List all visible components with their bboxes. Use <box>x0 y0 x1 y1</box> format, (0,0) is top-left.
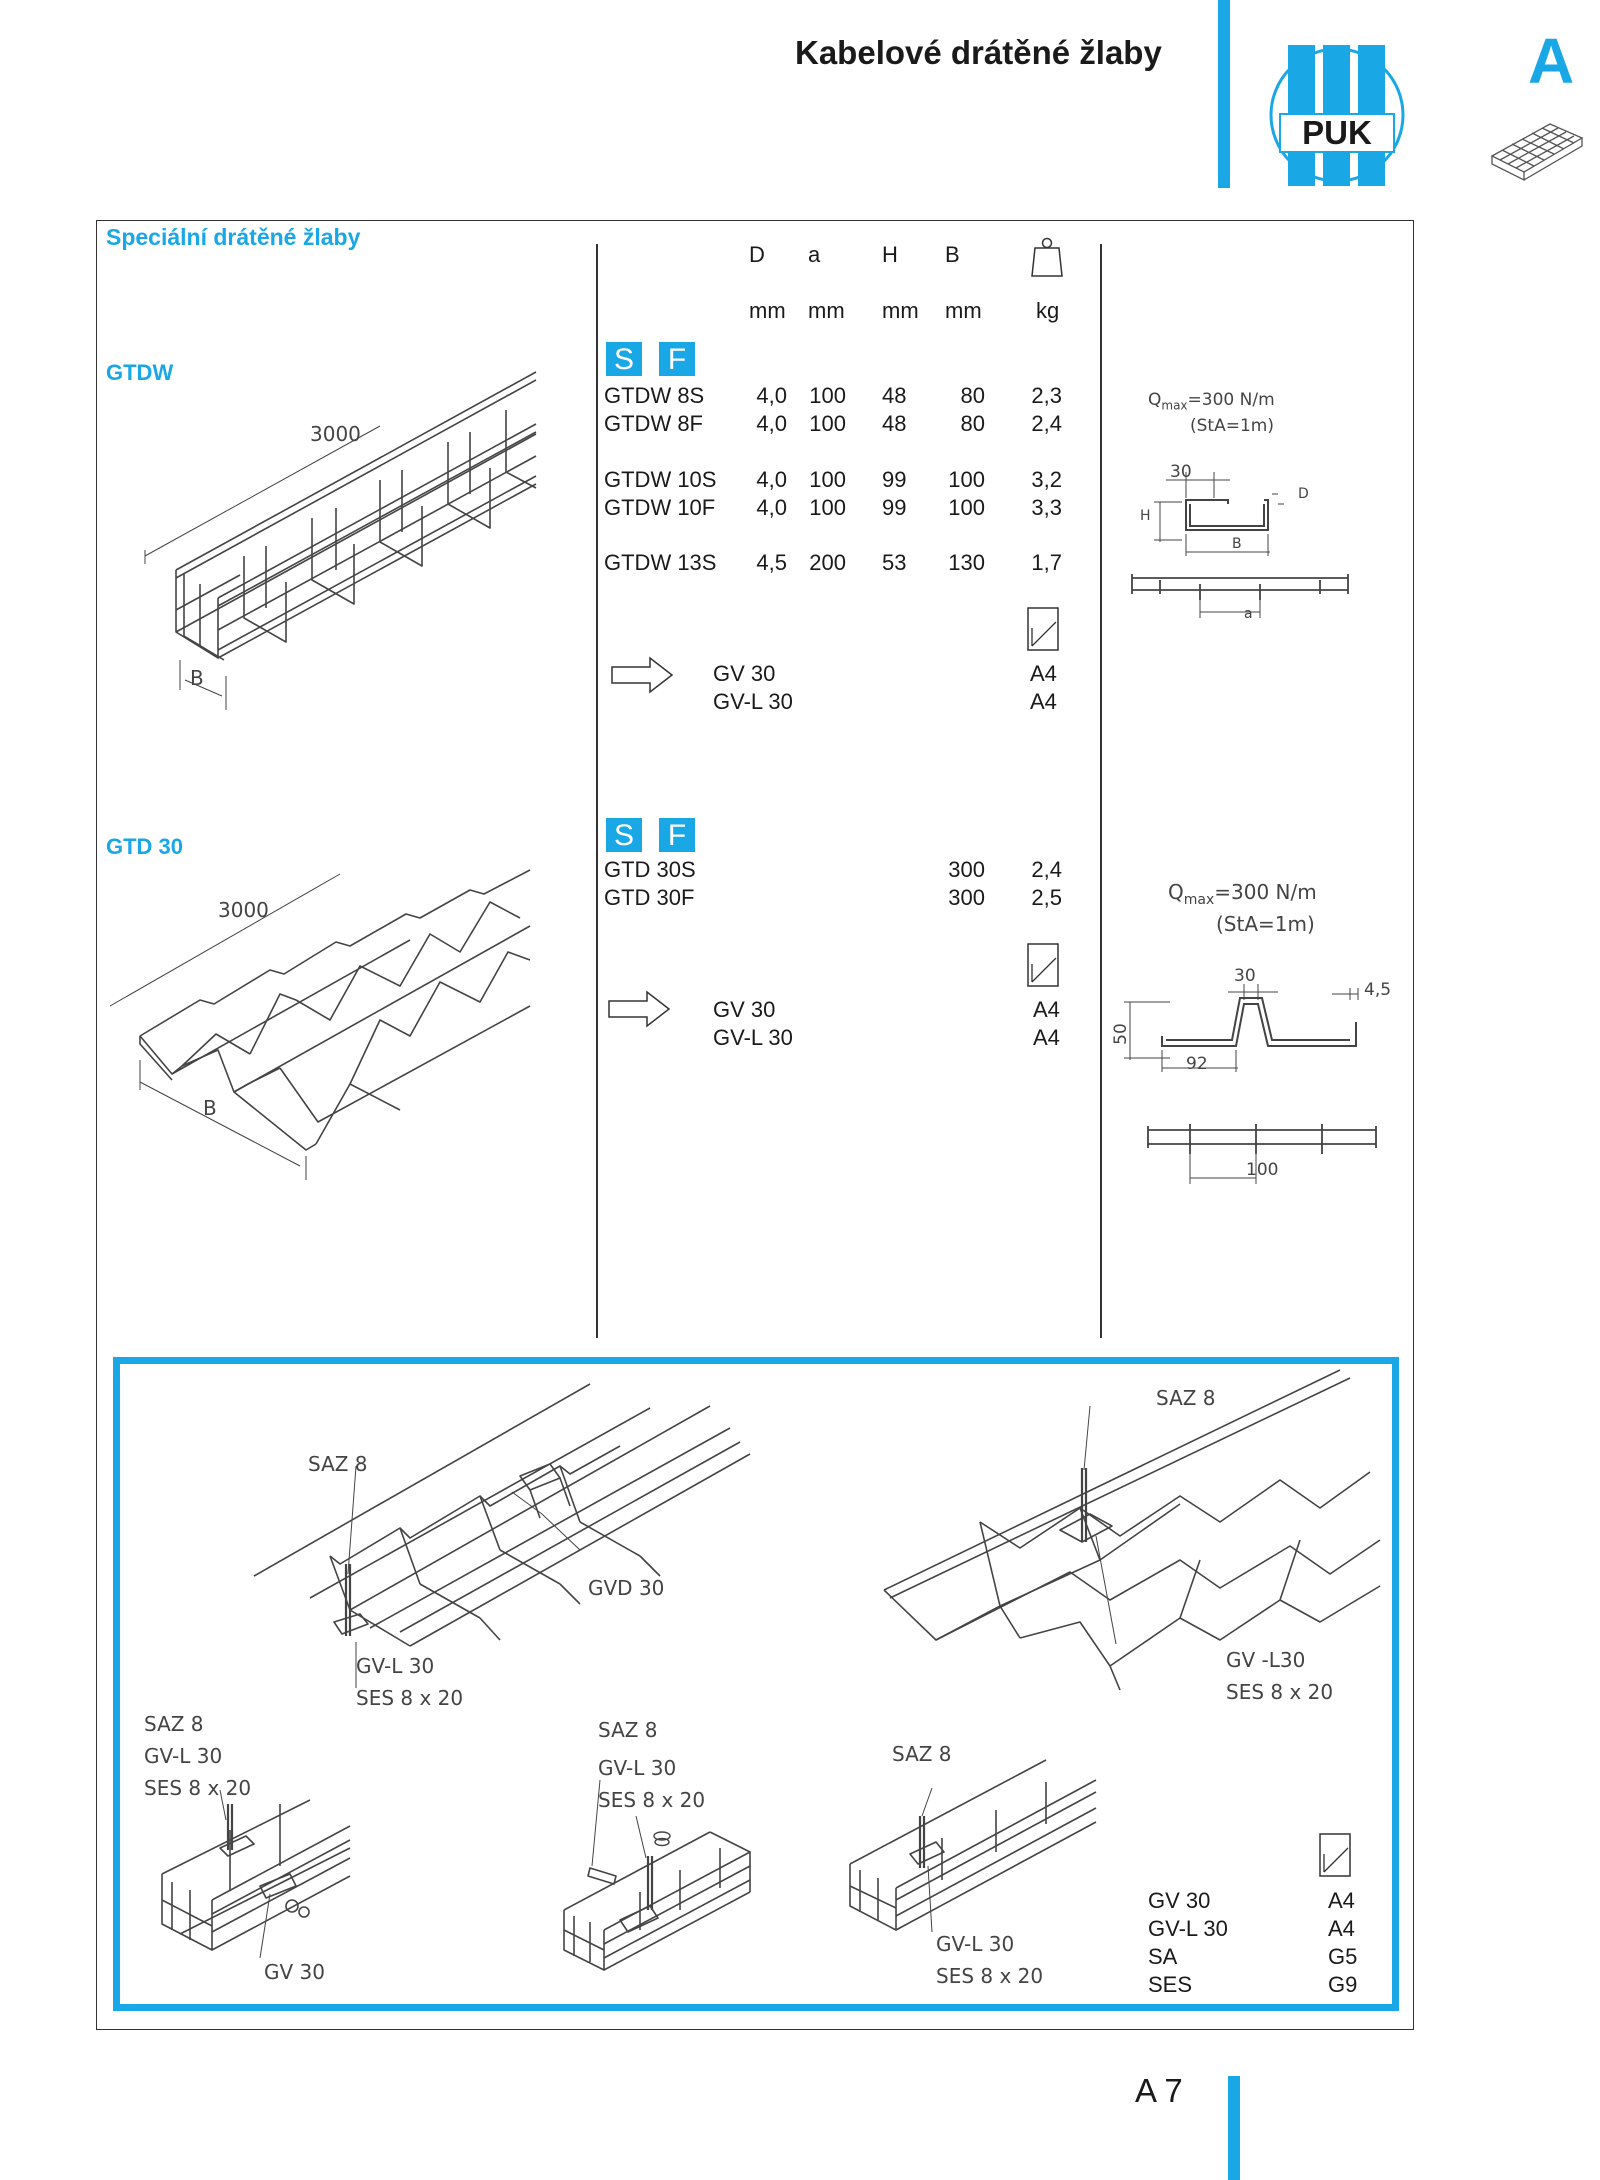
load-spec <box>1168 880 1317 908</box>
table-cell-B: 80 <box>960 383 985 408</box>
column-divider-right <box>1100 244 1102 1338</box>
dim-D: D <box>1298 486 1309 502</box>
assembly-label: SAZ 8 <box>892 1742 952 1766</box>
table-cell-H: 48 <box>882 383 907 408</box>
page-title: Kabelové drátěné žlaby <box>795 34 1162 71</box>
dim-50: 50 <box>1110 1023 1131 1045</box>
table-cell-a: 100 <box>809 495 846 520</box>
table-cell-D: 4,0 <box>756 495 787 520</box>
assembly-label: GV-L 30 <box>356 1654 435 1678</box>
ref-name: GV-L 30 <box>1148 1916 1228 1941</box>
table-cell-kg: 2,4 <box>1031 857 1062 882</box>
assembly-label: SAZ 8 <box>1156 1386 1216 1410</box>
arrow-right-icon <box>610 656 674 694</box>
col-header-B: B <box>945 242 960 267</box>
table-row-name: GTD 30F <box>604 885 695 910</box>
col-header-a: a <box>808 242 821 267</box>
dim-a: a <box>1244 606 1253 622</box>
logo-text: PUK <box>1302 114 1372 151</box>
page-ref-icon <box>1026 942 1060 988</box>
footer-accent-bar <box>1228 2076 1240 2180</box>
ref-name: GV 30 <box>1148 1888 1211 1913</box>
badge-f: F <box>659 818 695 852</box>
table-cell-kg: 2,4 <box>1031 411 1062 436</box>
assembly-label: GV -L30 <box>1226 1648 1306 1672</box>
assembly-label: GVD 30 <box>588 1576 665 1600</box>
assembly-drawing-gvl <box>880 1360 1390 1700</box>
table-cell-a: 100 <box>809 411 846 436</box>
arrow-right-icon <box>607 990 671 1028</box>
load-span: (StA=1m) <box>1216 912 1315 936</box>
assembly-label: GV-L 30 <box>144 1744 223 1768</box>
table-cell-a: 100 <box>809 467 846 492</box>
table-cell-a: 200 <box>809 550 846 575</box>
ref-name: GV-L 30 <box>713 1025 793 1050</box>
load-value: =300 N/m <box>1214 880 1317 904</box>
ref-name: SES <box>1148 1972 1193 1997</box>
dim-H: H <box>1140 508 1151 524</box>
ref-page: A4 <box>1030 689 1057 714</box>
table-cell-B: 100 <box>948 495 985 520</box>
header-accent-bar <box>1218 0 1230 188</box>
table-cell-kg: 3,3 <box>1031 495 1062 520</box>
load-span: (StA=1m) <box>1190 416 1274 436</box>
table-cell-B: 130 <box>948 550 985 575</box>
dim-92: 92 <box>1186 1054 1208 1074</box>
badge-f: F <box>659 342 695 376</box>
ref-page: A4 <box>1033 997 1060 1022</box>
page-ref-icon <box>1026 606 1060 652</box>
table-row-name: GTDW 8F <box>604 411 703 436</box>
load-sub: max <box>1183 892 1215 908</box>
dimension-length: 3000 <box>310 422 361 446</box>
ref-name: SA <box>1148 1944 1178 1969</box>
load-symbol: Q <box>1148 390 1162 410</box>
ref-page: A4 <box>1328 1916 1355 1941</box>
cable-tray-icon <box>1488 118 1584 184</box>
product-name-gtdw: GTDW <box>106 360 174 385</box>
ref-name: GV 30 <box>713 661 776 686</box>
assembly-drawing-gvd <box>250 1378 750 1678</box>
ref-page: A4 <box>1328 1888 1355 1913</box>
table-row-name: GTDW 10S <box>604 467 717 492</box>
assembly-label: SES 8 x 20 <box>356 1686 464 1710</box>
table-cell-H: 53 <box>882 550 907 575</box>
table-cell-D: 4,5 <box>756 550 787 575</box>
table-cell-a: 100 <box>809 383 846 408</box>
assembly-drawing-right <box>846 1756 1106 1956</box>
unit-weight: kg <box>1036 298 1060 323</box>
badge-s: S <box>606 818 642 852</box>
assembly-label: SAZ 8 <box>308 1452 368 1476</box>
assembly-label: SES 8 x 20 <box>144 1776 252 1800</box>
dimension-width: B <box>203 1096 217 1120</box>
ref-page: A4 <box>1030 661 1057 686</box>
product-name-gtd30: GTD 30 <box>106 834 184 859</box>
assembly-label: SAZ 8 <box>144 1712 204 1736</box>
table-cell-H: 99 <box>882 495 907 520</box>
ref-name: GV 30 <box>713 997 776 1022</box>
table-cell-B: 300 <box>948 885 985 910</box>
unit-a: mm <box>808 298 845 323</box>
col-header-H: H <box>882 242 898 267</box>
section-letter: A <box>1528 25 1575 97</box>
ref-page: A4 <box>1033 1025 1060 1050</box>
section-title: Speciální drátěné žlaby <box>106 224 361 250</box>
dim-4-5: 4,5 <box>1364 980 1392 1000</box>
dim-30: 30 <box>1234 966 1256 986</box>
unit-B: mm <box>945 298 982 323</box>
table-cell-H: 48 <box>882 411 907 436</box>
dim-30: 30 <box>1170 462 1192 482</box>
weight-icon <box>1030 236 1064 278</box>
unit-H: mm <box>882 298 919 323</box>
table-cell-kg: 2,5 <box>1031 885 1062 910</box>
badge-s: S <box>606 342 642 376</box>
table-cell-D: 4,0 <box>756 467 787 492</box>
table-cell-kg: 1,7 <box>1031 550 1062 575</box>
assembly-label: SES 8 x 20 <box>1226 1680 1334 1704</box>
table-row-name: GTDW 10F <box>604 495 716 520</box>
dim-B: B <box>1232 536 1242 552</box>
assembly-label: SES 8 x 20 <box>936 1964 1044 1988</box>
assembly-label: SES 8 x 20 <box>598 1788 706 1812</box>
table-cell-D: 4,0 <box>756 411 787 436</box>
load-value: =300 N/m <box>1187 390 1275 410</box>
table-cell-B: 80 <box>960 411 985 436</box>
assembly-label: GV 30 <box>264 1960 325 1984</box>
col-header-D: D <box>749 242 765 267</box>
table-cell-kg: 3,2 <box>1031 467 1062 492</box>
unit-D: mm <box>749 298 786 323</box>
table-cell-D: 4,0 <box>756 383 787 408</box>
table-cell-H: 99 <box>882 467 907 492</box>
assembly-label: GV-L 30 <box>598 1756 677 1780</box>
page-number: A 7 <box>1135 2072 1183 2109</box>
gtd30-tray-drawing <box>110 860 540 1190</box>
load-spec <box>1148 390 1275 412</box>
load-symbol: Q <box>1168 880 1184 904</box>
assembly-label: SAZ 8 <box>598 1718 658 1742</box>
table-cell-B: 100 <box>948 467 985 492</box>
table-cell-B: 300 <box>948 857 985 882</box>
dimension-length: 3000 <box>218 898 269 922</box>
load-sub: max <box>1161 398 1188 413</box>
table-cell-kg: 2,3 <box>1031 383 1062 408</box>
table-row-name: GTD 30S <box>604 857 696 882</box>
page-ref-icon <box>1318 1832 1352 1878</box>
column-divider-left <box>596 244 598 1338</box>
dimension-width: B <box>190 666 204 690</box>
assembly-label: GV-L 30 <box>936 1932 1015 1956</box>
dim-100: 100 <box>1246 1160 1279 1180</box>
ref-page: G5 <box>1328 1944 1358 1969</box>
table-row-name: GTDW 13S <box>604 550 717 575</box>
ref-name: GV-L 30 <box>713 689 793 714</box>
table-row-name: GTDW 8S <box>604 383 705 408</box>
ref-page: G9 <box>1328 1972 1358 1997</box>
